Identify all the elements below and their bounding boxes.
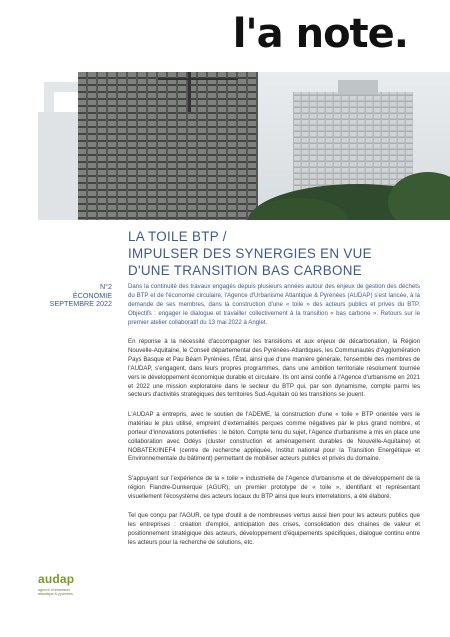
title-line-3: D'UNE TRANSITION BAS CARBONE <box>128 263 362 278</box>
cover-photo <box>38 72 450 220</box>
body-paragraph: S'appuyant sur l'expérience de la « toile » industrielle de l'Agence d'urbanisme et de développement de la région Flandre-Dunkerque (AGUR), un premier prototype de « toile », identifiant et représentant visuellement l'écosystème des acteurs locaux du BTP ainsi que leurs interrelations, a été élaboré. <box>128 474 420 500</box>
audap-logo <box>38 572 84 610</box>
logo-subtitle: agence d'urbanisme atlantique & pyrénées <box>38 588 73 597</box>
corner-bracket-icon <box>38 72 78 112</box>
lead-paragraph: Dans la continuité des travaux engagés depuis plusieurs années autour des enjeux de gestion des déchets du BTP et de l'économie circulaire, l'Agence d'Urbanisme Atlantique & Pyrénées (AUDAP) s'est lancée, à la demande de ses membres, dans la construction d'une « toile » des acteurs publics et privés du BTP. Objectifs : engager le dialogue et travailler collectivement à la transition « bas carbone ». Retours sur le premier atelier collaboratif du 13 mai 2022 à Anglet. <box>128 283 420 326</box>
title-line-1: LA TOILE BTP / <box>128 229 227 244</box>
title-line-2: IMPULSER DES SYNERGIES EN VUE <box>128 246 372 261</box>
logo-word: audap <box>38 572 75 586</box>
body-paragraph: L'AUDAP a entrepris, avec le soutien de l'ADEME, la construction d'une « toile » BTP orientée vers le matériau le plus utilisé, empreint d'externalités perçues comme négatives par le plus grand nombre, et porteur d'innovations potentielles : le béton. Compte tenu du sujet, l'Agence d'urbanisme a mis en place une collaboration avec Odéys (cluster construction et aménagement durables de Nouvelle-Aquitaine) et NOBATEK/INEF4 (centre de recherche appliquée, Institut national pour la Transition Energétique et Environnementale du bâtiment) permettant de mobiliser acteurs publics et privés du domaine. <box>128 410 420 463</box>
building-construction-illustration <box>38 72 450 220</box>
article-body <box>128 283 420 558</box>
masthead <box>0 0 450 70</box>
issue-number: N°2 <box>99 282 112 291</box>
body-paragraph: Tel que conçu par l'AGUR, ce type d'outil a de nombreuses vertus aussi bien pour les acteurs publics que les entreprises : création d'emploi, anticipation des crises, consolidation des chaînes de valeur et positionnement stratégique des acteurs, développement d'équipements spécifiques, dialogue continu entre les acteurs pour la recherche de solutions, etc. <box>128 512 420 546</box>
body-paragraph: En réponse à la nécessité d'accompagner les transitions et aux enjeux de décarbonation, la Région Nouvelle-Aquitaine, le Conseil départemental des Pyrénées-Atlantiques, les Communautés d'Agglomération Pays Basque et Pau Béarn Pyrénées, l'État, ainsi que d'une manière générale, l'ensemble des membres de l'AUDAP, s'engagent, dans leurs propres programmes, dans une ambition territoriale résolument tournée vers le développement économique durable et circulaire. Ils ont ainsi confié à l'Agence d'urbanisme en 2021 et 2022 une mission exploratoire dans le secteur du BTP qui, par son dynamisme, compte parmi les secteurs d'activités stratégiques des territoires Sud-Aquitain où les transitions se jouent. <box>128 338 420 399</box>
issue-meta <box>40 283 112 309</box>
issue-date: SEPTEMBRE 2022 <box>49 299 112 309</box>
issue-section: ÉCONOMIE <box>72 290 112 300</box>
article-title <box>128 228 428 279</box>
brand-title: l'a note. <box>232 11 408 57</box>
